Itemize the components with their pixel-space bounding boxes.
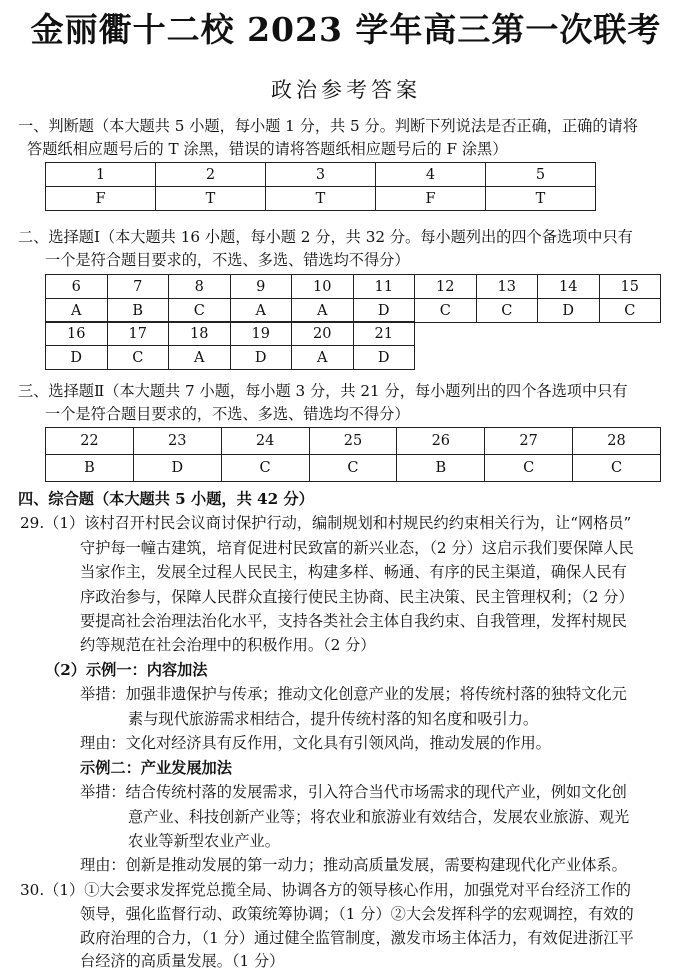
answer-cell: D [353,346,415,370]
question-number: 4 [376,163,486,187]
answer-cell: F [46,187,156,211]
question-number: 9 [230,275,292,299]
question-number: 13 [476,275,538,299]
question-number: 8 [169,275,231,299]
question-number: 16 [46,322,108,346]
q30-part1-line: 30.（1）①大会要求发挥党总揽全局、协调各方的领导核心作用，加强党对平台经济工作的 [20,881,631,899]
answer-cell: D [133,455,221,482]
section2-number-row [46,322,415,346]
section3-number-row [46,428,661,455]
question-number: 22 [46,428,134,455]
answer-cell: B [46,455,134,482]
section1-heading-line2: 答题纸相应题号后的 T 涂黑，错误的请将答题纸相应题号后的 F 涂黑） [27,140,508,158]
answer-cell: C [599,299,661,323]
section3-heading-line2: 一个是符合题目要求的，不选、多选、错选均不得分） [45,405,410,423]
answer-cell: A [292,346,354,370]
answer-cell: F [376,187,486,211]
answer-cell: D [46,346,108,370]
question-number: 7 [107,275,169,299]
answer-cell: D [538,299,600,323]
answer-cell: A [46,299,108,323]
section2-answer-row [46,346,415,370]
question-number: 26 [397,428,485,455]
question-number: 24 [221,428,309,455]
q29-part2-example1-heading: （2）示例一：内容加法 [45,661,208,679]
answer-cell: T [266,187,376,211]
question-number: 15 [599,275,661,299]
section1-heading-line1: 一、判断题（本大题共 5 小题，每小题 1 分，共 5 分。判断下列说法是否正确，正确的请将 [18,117,638,135]
question-number: 27 [485,428,573,455]
question-number: 12 [415,275,477,299]
question-number: 10 [292,275,354,299]
question-number: 17 [107,322,169,346]
answer-cell: C [573,455,661,482]
answer-cell: A [292,299,354,323]
q30-part1-line: 政府治理的合力，（1 分）通过健全监管制度，激发市场主体活力，有效促进浙江平 [80,929,634,947]
section3-answer-row [46,455,661,482]
answer-cell: A [230,299,292,323]
section3-answer-table [45,427,661,482]
page-title: 金丽衢十二校 2023 学年高三第一次联考 [30,10,662,49]
question-number: 11 [353,275,415,299]
answer-cell: B [107,299,169,323]
answer-cell: C [309,455,397,482]
section2-answer-table-row2 [45,321,415,370]
q29-part1-line: 守护每一幢古建筑，培育促进村民致富的新兴业态，（2 分）这启示我们要保障人民 [80,539,634,557]
question-number: 6 [46,275,108,299]
question-number: 19 [230,322,292,346]
q29-example2-reason: 理由：创新是推动发展的第一动力；推动高质量发展，需要构建现代化产业体系。 [80,856,627,874]
answer-cell: D [353,299,415,323]
answer-cell: B [397,455,485,482]
q29-part1-line: 要提高社会治理法治化水平，支持各类社会主体自我约束、自我管理，发挥村规民 [80,612,627,630]
answer-cell: C [107,346,169,370]
section2-heading-line2: 一个是符合题目要求的，不选、多选、错选均不得分） [45,251,410,269]
question-number: 3 [266,163,376,187]
q29-example2-measure: 举措：结合传统村落的发展需求，引入符合当代市场需求的现代产业，例如文化创 [80,783,627,801]
q29-part1-line: 序政治参与，保障人民群众直接行使民主协商、民主决策、民主管理权利；（2 分） [80,588,634,606]
q29-example2-measure: 意产业、科技创新产业等；将农业和旅游业有效结合，发展农业旅游、观光 [128,808,630,826]
question-number: 25 [309,428,397,455]
answer-cell: D [230,346,292,370]
answer-cell: C [485,455,573,482]
q29-part1-line: 约等规范在社会治理中的积极作用。（2 分） [80,636,376,654]
answer-cell: C [169,299,231,323]
section2-answer-row [46,299,661,323]
q29-example1-reason: 理由：文化对经济具有反作用，文化具有引领风尚，推动发展的作用。 [80,734,551,752]
section1-number-row [46,163,596,187]
question-number: 23 [133,428,221,455]
question-number: 1 [46,163,156,187]
question-number: 5 [486,163,596,187]
section3-heading-line1: 三、选择题Ⅱ（本大题共 7 小题，每小题 3 分，共 21 分，每小题列出的四个各选项中只有 [18,382,628,400]
section2-answer-table [45,274,661,323]
section4-heading: 四、综合题（本大题共 5 小题，共 42 分） [18,490,314,508]
question-number: 18 [169,322,231,346]
section2-number-row [46,275,661,299]
q30-part1-line: 台经济的高质量发展。（1 分） [80,952,285,970]
question-number: 21 [353,322,415,346]
answer-cell: A [169,346,231,370]
section1-answer-row [46,187,596,211]
q29-part1-line: 当家作主，发展全过程人民民主，构建多样、畅通、有序的民主渠道，确保人民有 [80,563,627,581]
q29-example1-measure: 素与现代旅游需求相结合，提升传统村落的知名度和吸引力。 [128,710,539,728]
q29-example2-measure: 农业等新型农业产业。 [128,832,280,850]
q29-part1-line: 29.（1）该村召开村民会议商讨保护行动，编制规划和村规民约约束相关行为，让“网格员” [20,514,632,532]
question-number: 28 [573,428,661,455]
question-number: 14 [538,275,600,299]
answer-cell: C [221,455,309,482]
q30-part1-line: 领导，强化监督行动、政策统筹协调；（1 分）②大会发挥科学的宏观调控，有效的 [80,905,634,923]
answer-cell: T [156,187,266,211]
page-subtitle: 政治参考答案 [271,78,421,102]
answer-cell: C [476,299,538,323]
answer-cell: T [486,187,596,211]
question-number: 20 [292,322,354,346]
q29-example1-measure: 举措：加强非遗保护与传承；推动文化创意产业的发展；将传统村落的独特文化元 [80,685,627,703]
section2-heading-line1: 二、选择题Ⅰ（本大题共 16 小题，每小题 2 分，共 32 分。每小题列出的四个备选项中只有 [18,228,633,246]
section1-answer-table [45,162,596,211]
answer-cell: C [415,299,477,323]
q29-example2-heading: 示例二：产业发展加法 [80,759,232,777]
question-number: 2 [156,163,266,187]
